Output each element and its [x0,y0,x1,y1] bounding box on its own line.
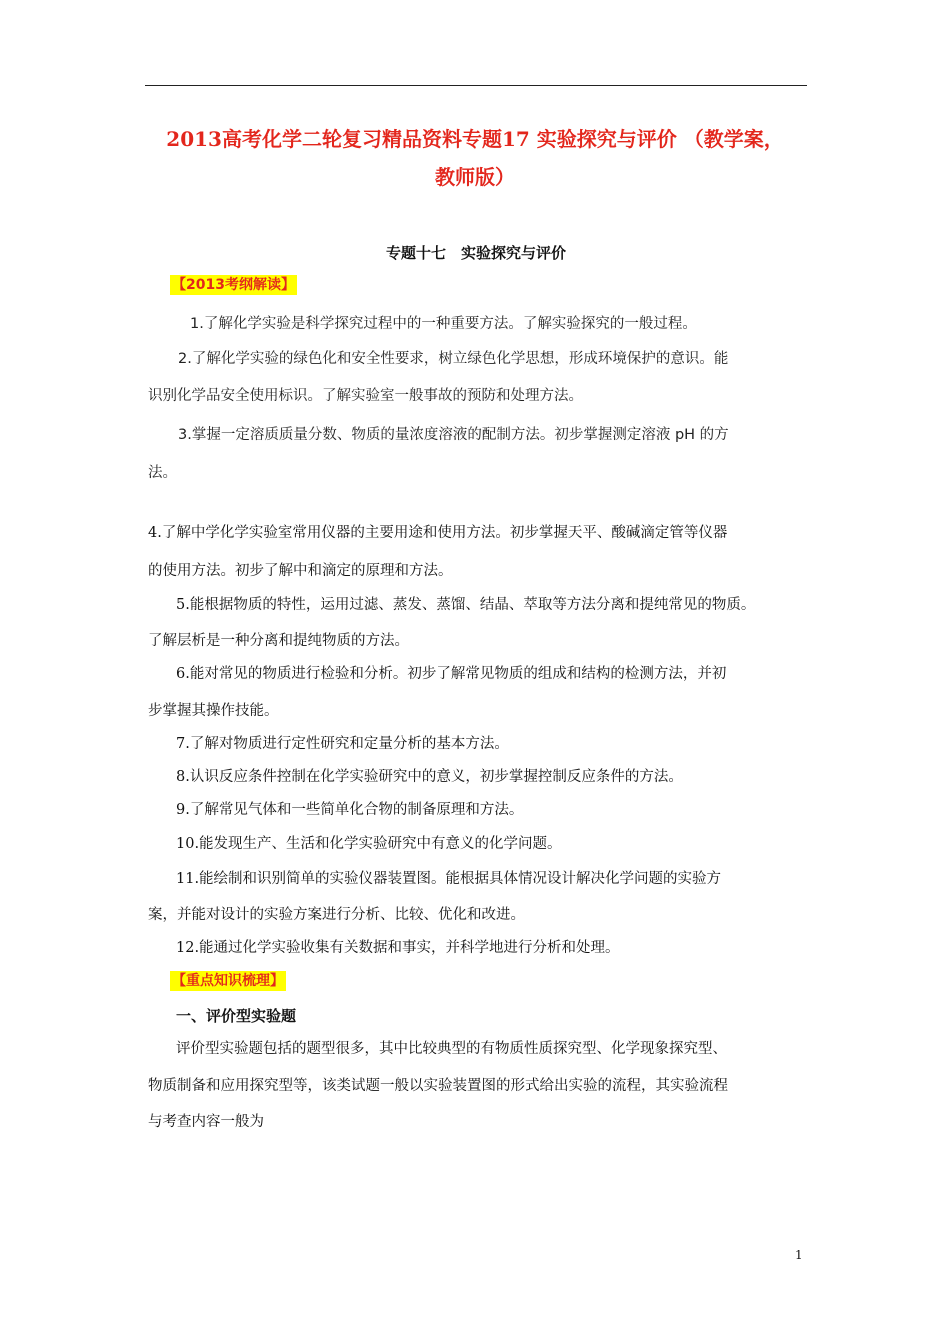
outline-tag: 【2013考纲解读】 [172,277,295,293]
outline-item-3b: 法。 [148,465,177,481]
document-title-line-2: 教师版） [435,165,515,189]
body-line-9: 9.了解常见气体和一些简单化合物的制备原理和方法。 [176,802,524,818]
body-line-8: 8.认识反应条件控制在化学实验研究中的意义，初步掌握控制反应条件的方法。 [176,769,683,785]
para-line-3: 与考查内容一般为 [148,1114,264,1130]
knowledge-tag: 【重点知识梳理】 [172,973,284,989]
body-line-7: 7.了解对物质进行定性研究和定量分析的基本方法。 [176,736,509,752]
section-title: 专题十七 实验探究与评价 [385,244,566,262]
outline-item-2a: 2.了解化学实验的绿色化和安全性要求，树立绿色化学思想，形成环境保护的意识。能 [178,351,729,367]
body-line-4: 了解层析是一种分离和提纯物质的方法。 [148,633,409,649]
body-line-11: 11.能绘制和识别简单的实验仪器装置图。能根据具体情况设计解决化学问题的实验方 [176,871,722,887]
body-line-6: 步掌握其操作技能。 [148,703,279,719]
outline-item-1: 1.了解化学实验是科学探究过程中的一种重要方法。了解实验探究的一般过程。 [190,316,697,332]
body-line-12: 案，并能对设计的实验方案进行分析、比较、优化和改进。 [148,907,525,923]
body-line-13: 12.能通过化学实验收集有关数据和事实，并科学地进行分析和处理。 [176,940,620,956]
body-line-10: 10.能发现生产、生活和化学实验研究中有意义的化学问题。 [176,836,562,852]
outline-item-3a: 3.掌握一定溶质质量分数、物质的量浓度溶液的配制方法。初步掌握测定溶液 pH 的方 [178,427,729,443]
para-line-1: 评价型实验题包括的题型很多，其中比较典型的有物质性质探究型、化学现象探究型、 [176,1041,727,1057]
page-number: 1 [795,1248,803,1262]
header-rule [145,85,807,86]
body-line-1: 4.了解中学化学实验室常用仪器的主要用途和使用方法。初步掌握天平、酸碱滴定管等仪器 [148,525,728,541]
document-title [140,120,810,196]
subheading: 一、评价型实验题 [176,1007,297,1025]
outline-item-2b: 识别化学品安全使用标识。了解实验室一般事故的预防和处理方法。 [148,388,583,404]
para-line-2: 物质制备和应用探究型等，该类试题一般以实验装置图的形式给出实验的流程，其实验流程 [148,1078,728,1094]
document-title-line-1: 2013高考化学二轮复习精品资料专题17 实验探究与评价 （教学案， [166,127,784,151]
body-line-3: 5.能根据物质的特性，运用过滤、蒸发、蒸馏、结晶、萃取等方法分离和提纯常见的物质。 [176,597,756,613]
body-line-2: 的使用方法。初步了解中和滴定的原理和方法。 [148,563,453,579]
body-line-5: 6.能对常见的物质进行检验和分析。初步了解常见物质的组成和结构的检测方法，并初 [176,666,727,682]
